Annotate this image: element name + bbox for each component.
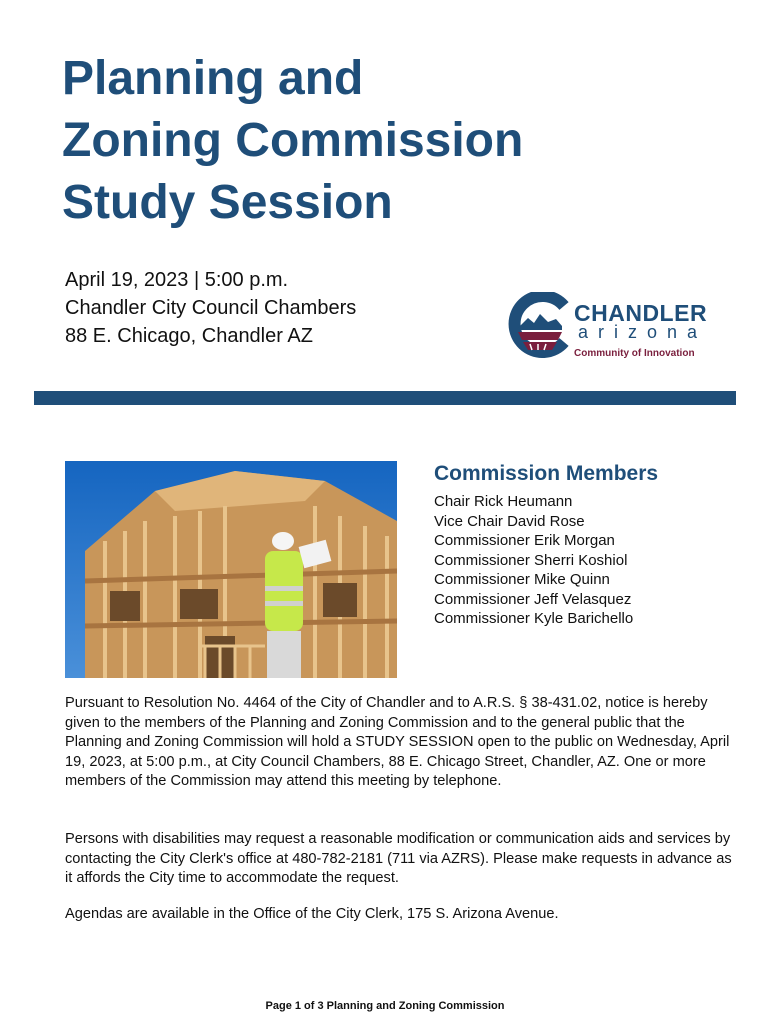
member-item: Commissioner Sherri Koshiol (434, 551, 628, 569)
page-title (62, 48, 622, 234)
member-item: Chair Rick Heumann (434, 493, 573, 510)
logo-subtitle: arizona (578, 322, 708, 342)
logo-wordmark: CHANDLER (574, 300, 708, 326)
member-item: Commissioner Erik Morgan (434, 532, 615, 549)
construction-photo (65, 461, 397, 678)
page-footer: Page 1 of 3 Planning and Zoning Commission (265, 1000, 505, 1012)
member-item: Vice Chair David Rose (434, 512, 585, 530)
chandler-emblem-icon (508, 292, 570, 358)
title-line-1: Planning and (62, 52, 364, 105)
meeting-details (65, 266, 356, 350)
meeting-address: 88 E. Chicago, Chandler AZ (65, 325, 313, 347)
member-item: Commissioner Mike Quinn (434, 571, 610, 588)
chandler-logo (508, 290, 708, 362)
agendas-paragraph: Agendas are available in the Office of the City Clerk, 175 S. Arizona Avenue. (65, 906, 559, 922)
member-item: Commissioner Jeff Velasquez (434, 590, 632, 608)
construction-photo-image (65, 461, 397, 678)
members-heading: Commission Members (434, 462, 659, 485)
member-item: Commissioner Kyle Barichello (434, 610, 634, 627)
title-line-2: Zoning Commission (62, 114, 524, 167)
accessibility-paragraph: Persons with disabilities may request a reasonable modification or communication aids and services by contacting the City Clerk's office at 480-782-2181 (711 via AZRS). Please make requests in advance as it affords the City time to accommodate the request. (65, 831, 732, 886)
logo-tagline: Community of Innovation (574, 348, 695, 359)
commission-members (434, 460, 734, 629)
title-line-3: Study Session (62, 176, 393, 229)
meeting-datetime: April 19, 2023 | 5:00 p.m. (65, 269, 289, 291)
meeting-venue: Chandler City Council Chambers (65, 297, 357, 319)
section-divider (34, 391, 736, 405)
notice-paragraph: Pursuant to Resolution No. 4464 of the City of Chandler and to A.R.S. § 38-431.02, notice is hereby given to the members of the Planning and Zoning Commission and to the general public that the Planning and Zoning Commission will hold a STUDY SESSION open to the public on Wednesday, April 19, 2023, at 5:00 p.m., at City Council Chambers, 88 E. Chicago Street, Chandler, AZ. One or more members of the Commission may attend this meeting by telephone. (65, 695, 730, 789)
